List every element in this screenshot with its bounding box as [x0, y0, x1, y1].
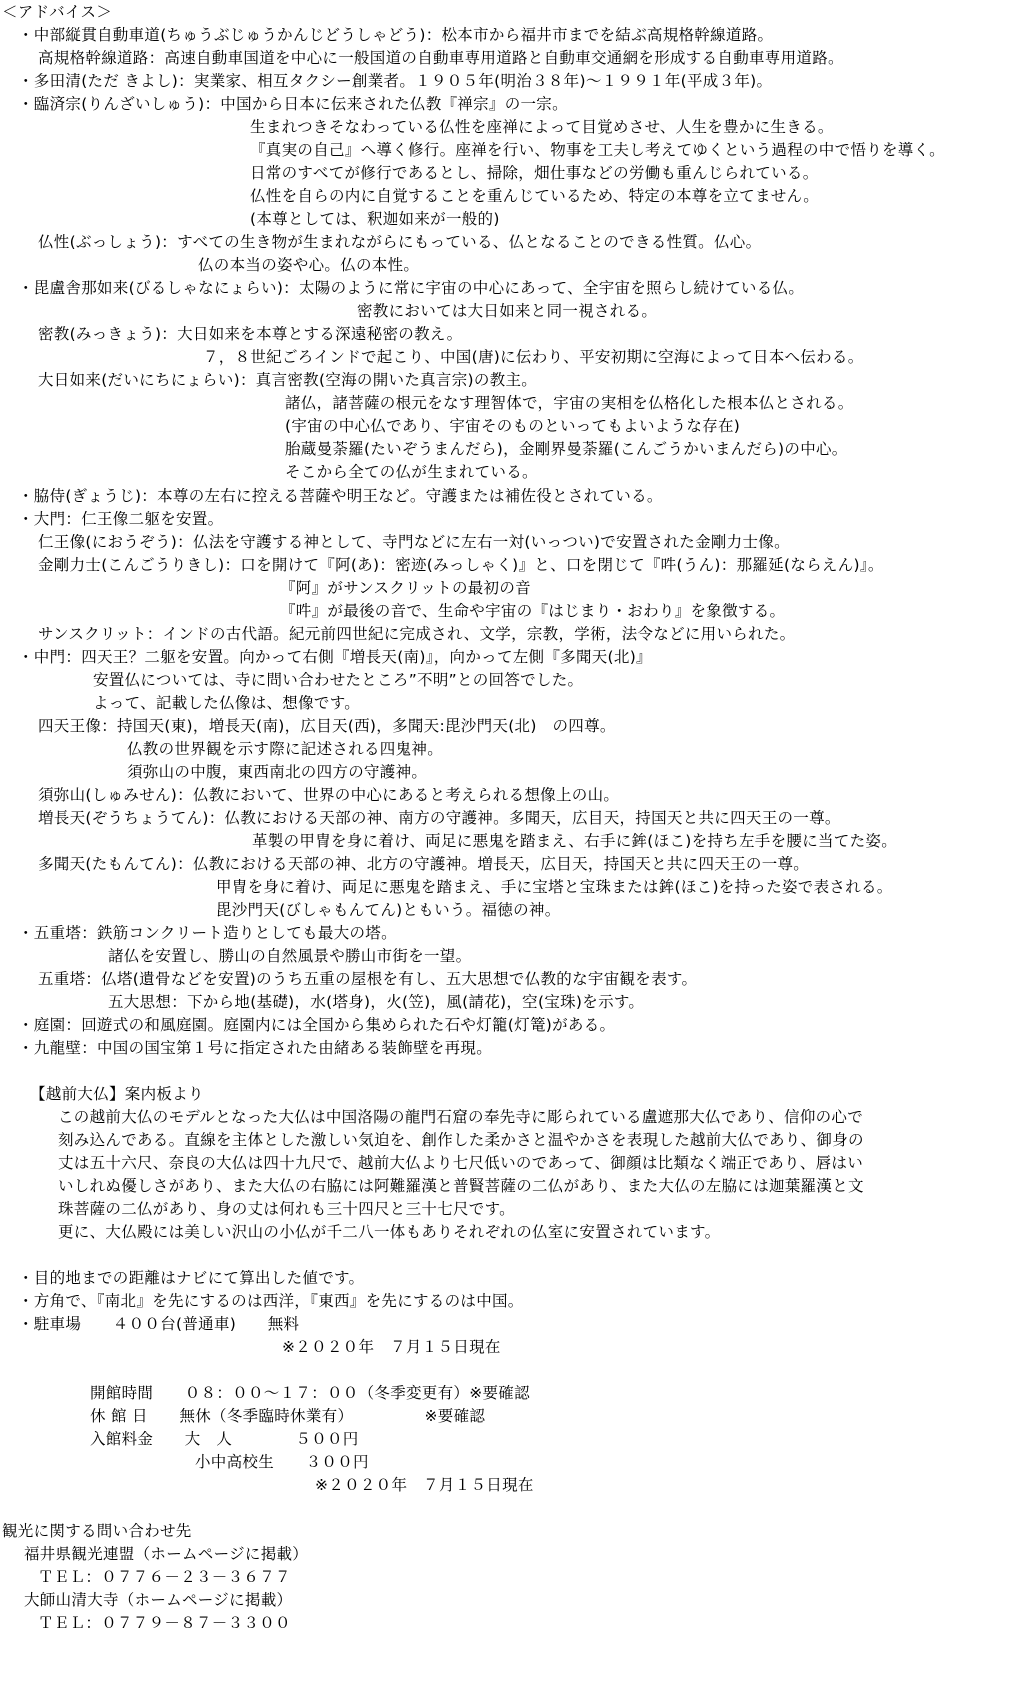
text-line: 観光に関する問い合わせ先 [2, 1522, 192, 1540]
text-line: 諸仏，諸菩薩の根元をなす理智体で，宇宙の実相を仏格化した根本仏とされる。 [285, 394, 854, 412]
text-line: (本尊としては、釈迦如来が一般的) [250, 210, 500, 228]
text-line: ※２０２０年 ７月１５日現在 [282, 1338, 501, 1356]
text-line: ・中部縦貫自動車道(ちゅうぶじゅうかんじどうしゃどう)：松本市から福井市までを結ぶ高規格幹線道路。 [18, 26, 774, 44]
text-line: 甲冑を身に着け、両足に悪鬼を踏まえ、手に宝塔と宝珠または鉾(ほこ)を持った姿で表される。 [216, 878, 893, 896]
text-line: 仏教の世界観を示す際に記述される四鬼神。 [127, 740, 444, 758]
text-line: 仏性(ぶっしょう)：すべての生き物が生まれながらにもっている、仏となることのできる性質。仏心。 [38, 233, 762, 251]
text-line: ・中門：四天王？二躯を安置。向かって右側『増長天(南)』，向かって左側『多聞天(北)』 [18, 648, 652, 666]
text-line: 丈は五十六尺、奈良の大仏は四十九尺で、越前大仏より七尺低いのであって、御顔は比類なく端正であり、唇はい [58, 1154, 864, 1172]
text-line: ・九龍壁：中国の国宝第１号に指定された由緒ある装飾壁を再現。 [18, 1039, 493, 1057]
text-line: ７，８世紀ごろインドで起こり、中国(唐)に伝わり、平安初期に空海によって日本へ伝わる。 [203, 348, 864, 366]
text-line: ・臨済宗(りんざいしゅう)：中国から日本に伝来された仏教『禅宗』の一宗。 [18, 95, 568, 113]
text-line: 高規格幹線道路：高速自動車国道を中心に一般国道の自動車専用道路と自動車交通網を形成する自動車専用道路。 [38, 49, 844, 67]
text-line: 『阿』がサンスクリットの最初の音 [280, 579, 531, 597]
text-line: 日常のすべてが修行であるとし、掃除，畑仕事などの労働も重んじられている。 [250, 164, 819, 182]
text-line: ・多田清(ただ きよし)：実業家、相互タクシー創業者。１９０５年(明治３８年)～１９９１年(平成３年)。 [18, 72, 773, 90]
text-line: 入館料金 大 人 ５００円 [90, 1430, 359, 1448]
text-line: 密教(みっきょう)：大日如来を本尊とする深遠秘密の教え。 [38, 325, 463, 343]
text-line: (宇宙の中心仏であり、宇宙そのものといってもよいような存在) [285, 417, 741, 435]
text-line: 毘沙門天(びしゃもんてん)ともいう。福徳の神。 [216, 901, 561, 919]
text-line: いしれぬ優しさがあり、また大仏の右脇には阿難羅漢と普賢菩薩の二仏があり、また大仏の左脇には迦葉羅漢と文 [58, 1177, 864, 1195]
text-line: 増長天(ぞうちょうてん)：仏教における天部の神、南方の守護神。多聞天，広目天，持国天と共に四天王の一尊。 [38, 809, 841, 827]
text-line: よって、記載した仏像は、想像です。 [93, 694, 361, 712]
text-line: 諸仏を安置し、勝山の自然風景や勝山市街を一望。 [108, 947, 472, 965]
text-line: 【越前大仏】案内板より [30, 1085, 204, 1103]
text-line: ＴＥＬ：０７７９－８７－３３００ [38, 1614, 291, 1632]
text-line: 四天王像：持国天(東)，増長天(南)，広目天(西)，多聞天:毘沙門天(北) の四尊。 [38, 717, 616, 735]
text-line: 小中高校生 ３００円 [195, 1453, 369, 1471]
text-line: 安置仏については、寺に問い合わせたところ”不明”との回答でした。 [93, 671, 584, 689]
text-line: 革製の甲冑を身に着け、両足に悪鬼を踏まえ、右手に鉾(ほこ)を持ち左手を腰に当てた姿。 [252, 832, 898, 850]
text-line: 仏の本当の姿や心。仏の本性。 [198, 256, 420, 274]
text-line: 多聞天(たもんてん)：仏教における天部の神、北方の守護神。増長天，広目天，持国天と共に四天王の一尊。 [38, 855, 810, 873]
text-line: 大師山清大寺（ホームページに掲載） [24, 1591, 293, 1609]
text-line: ・駐車場 ４００台(普通車) 無料 [18, 1315, 300, 1333]
text-line: ・大門：仁王像二躯を安置。 [18, 510, 224, 528]
text-line: 珠菩薩の二仏があり、身の丈は何れも三十四尺と三十七尺です。 [58, 1200, 515, 1218]
text-line: 五大思想：下から地(基礎)，水(塔身)，火(笠)，風(請花)，空(宝珠)を示す。 [108, 993, 645, 1011]
text-line: ・脇侍(ぎょうじ)：本尊の左右に控える菩薩や明王など。守護または補佐役とされている。 [18, 487, 663, 505]
text-line: ・毘盧舎那如来(びるしゃなにょらい)：太陽のように常に宇宙の中心にあって、全宇宙を照らし続けている仏。 [18, 279, 805, 297]
text-line: ＜アドバイス＞ [2, 3, 113, 21]
text-line: 生まれつきそなわっている仏性を座禅によって目覚めさせ、人生を豊かに生きる。 [250, 118, 834, 136]
text-line: 須弥山(しゅみせん)：仏教において、世界の中心にあると考えられる想像上の山。 [38, 786, 620, 804]
text-line: 更に、大仏殿には美しい沢山の小仏が千二八一体もありそれぞれの仏室に安置されています。 [58, 1223, 721, 1241]
text-line: 金剛力士(こんごうりきし)：口を開けて『阿(あ)：密迹(みっしゃく)』と、口を閉じて『吽(うん)：那羅延(ならえん)』。 [38, 556, 884, 574]
text-line: ※２０２０年 ７月１５日現在 [315, 1476, 534, 1494]
text-line: 胎蔵曼荼羅(たいぞうまんだら)，金剛界曼荼羅(こんごうかいまんだら)の中心。 [285, 440, 848, 458]
text-line: 仏性を自らの内に自覚することを重んじているため、特定の本尊を立てません。 [250, 187, 820, 205]
text-line: 密教においては大日如来と同一視される。 [357, 302, 658, 320]
text-line: 開館時間 ０８：００～１７：００（冬季変更有）※要確認 [90, 1384, 530, 1402]
text-line: 仁王像(におうぞう)：仏法を守護する神として、寺門などに左右一対(いっつい)で安置された金剛力士像。 [38, 533, 790, 551]
text-line: ＴＥＬ：０７７６－２３－３６７７ [38, 1568, 291, 1586]
text-line: この越前大仏のモデルとなった大仏は中国洛陽の龍門石窟の奉先寺に彫られている盧遮那大仏であり、信仰の心で [58, 1108, 864, 1126]
text-line: ・目的地までの距離はナビにて算出した値です。 [18, 1269, 365, 1287]
text-line: 須弥山の中腹，東西南北の四方の守護神。 [127, 763, 428, 781]
text-line: ・方角で、『南北』を先にするのは西洋，『東西』を先にするのは中国。 [18, 1292, 524, 1310]
text-line: 大日如来(だいにちにょらい)：真言密教(空海の開いた真言宗)の教主。 [38, 371, 538, 389]
text-line: ・五重塔：鉄筋コンクリート造りとしても最大の塔。 [18, 924, 397, 942]
text-line: 『吽』が最後の音で、生命や宇宙の『はじまり・おわり』を象徴する。 [280, 602, 786, 620]
text-line: 休 館 日 無休（冬季臨時休業有） ※要確認 [90, 1407, 486, 1425]
text-line: 五重塔：仏塔(遺骨などを安置)のうち五重の屋根を有し、五大思想で仏教的な宇宙観を表す。 [38, 970, 698, 988]
text-line: 福井県観光連盟（ホームページに掲載） [24, 1545, 309, 1563]
text-line: 『真実の自己』へ導く修行。座禅を行い、物事を工夫し考えてゆくという過程の中で悟りを導く。 [250, 141, 945, 159]
text-line: 刻み込んである。直線を主体とした激しい気迫を、創作した柔かさと温やかさを表現した越前大仏であり、御身の [58, 1131, 864, 1149]
text-line: そこから全ての仏が生まれている。 [285, 463, 538, 481]
text-line: サンスクリット：インドの古代語。紀元前四世紀に完成され、文学，宗教，学術，法令などに用いられた。 [38, 625, 796, 643]
text-line: ・庭園：回遊式の和風庭園。庭園内には全国から集められた石や灯籠(灯篭)がある。 [18, 1016, 616, 1034]
